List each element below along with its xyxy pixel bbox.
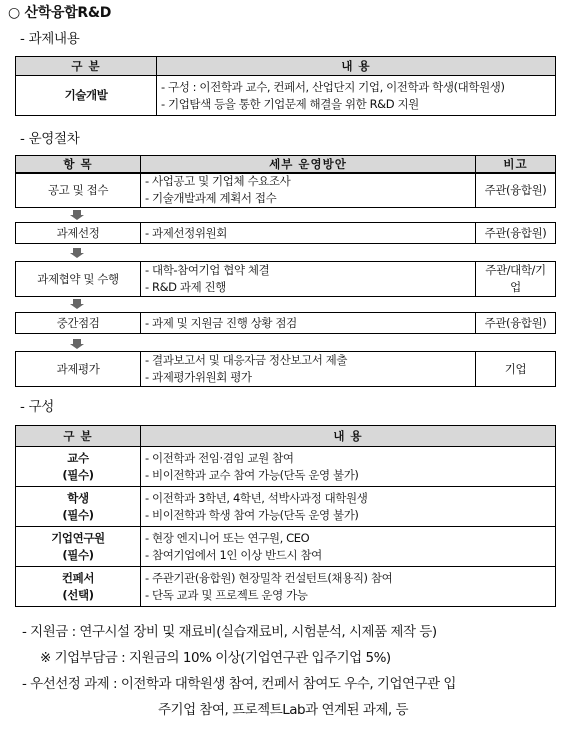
procedure-note: 주관(융합원) [476,223,556,244]
procedure-detail-line: - 과제 및 지원금 진행 상황 점검 [145,315,297,330]
document-title: ○ 산학융합R&D [8,5,112,21]
composition-role-requirement: (필수) [62,467,94,482]
task-category: 기술개발 [16,76,157,116]
composition-row [16,567,556,607]
procedure-row [15,351,556,387]
procedure-detail [141,313,476,334]
arrow-down-icon [70,299,84,309]
composition-line: - 비이전학과 교수 참여 가능(단독 운영 불가) [145,467,359,482]
composition-line: - 이전학과 전임·겸임 교원 참여 [145,450,294,465]
composition-line: - 현장 엔지니어 또는 연구원, CEO [145,530,310,545]
composition-role [16,527,141,567]
composition-role-requirement: (필수) [62,507,94,522]
composition-row [16,527,556,567]
procedure-row [15,222,556,244]
composition-content [141,447,556,487]
task-line: - 기업탐색 등을 통한 기업문제 해결을 위한 R&D 지원 [161,96,419,111]
composition-content [141,487,556,527]
procedure-item: 과제협약 및 수행 [16,262,141,297]
procedure-detail-line: - 결과보고서 및 대응자금 정산보고서 제출 [145,353,348,367]
procedure-detail [141,173,476,208]
composition-line: - 주관기관(융합원) 현장밀착 컨설턴트(채용직) 참여 [145,570,393,585]
procedure-note: 주관(융합원) [476,313,556,334]
procedure-item: 과제선정 [16,223,141,244]
procedure-row [15,312,556,334]
composition-content [141,527,556,567]
arrow-down-icon [70,248,84,258]
procedure-header-note: 비고 [476,156,556,174]
procedure-note: 주관/대학/기업 [476,262,556,297]
procedure-item: 과제평가 [16,352,141,387]
task-content [157,76,556,116]
composition-header-category: 구 분 [16,426,141,447]
composition-role-name: 기업연구원 [51,530,105,545]
task-header-content: 내 용 [157,57,556,76]
composition-table [15,425,556,607]
footer-note-priority-cont: 주기업 참여, 프로젝트Lab과 연계된 과제, 등 [158,702,409,718]
procedure-row [15,172,556,208]
procedure-note: 주관(융합원) [476,173,556,208]
composition-role [16,487,141,527]
procedure-header-item: 항 목 [16,156,141,174]
task-line: - 구성 : 이전학과 교수, 컨페서, 산업단지 기업, 이전학과 학생(대학원생) [161,79,505,94]
composition-row [16,447,556,487]
composition-role [16,447,141,487]
procedure-detail-line: - R&D 과제 진행 [145,280,226,294]
procedure-detail [141,223,476,244]
procedure-detail [141,352,476,387]
composition-role-requirement: (필수) [62,547,94,562]
section-heading-composition: - 구성 [20,399,55,415]
footer-note-priority: - 우선선정 과제 : 이전학과 대학원생 참여, 컨페서 참여도 우수, 기업연구관 입 [22,676,456,692]
arrow-down-icon [70,210,84,220]
section-heading-task: - 과제내용 [20,31,80,47]
procedure-detail-line: - 대학-참여기업 협약 체결 [145,263,270,277]
procedure-detail-line: - 기술개발과제 계획서 접수 [145,191,277,205]
composition-role-name: 교수 [67,450,89,465]
task-table [15,56,556,116]
composition-line: - 단독 교과 및 프로젝트 운영 가능 [145,587,308,602]
composition-line: - 참여기업에서 1인 이상 반드시 참여 [145,547,322,562]
composition-role-requirement: (선택) [62,587,94,602]
composition-line: - 비이전학과 학생 참여 가능(단독 운영 불가) [145,507,359,522]
footer-note-funding: - 지원금 : 연구시설 장비 및 재료비(실습재료비, 시험분석, 시제품 제작 등) [22,624,437,640]
procedure-note: 기업 [476,352,556,387]
composition-header-content: 내 용 [141,426,556,447]
procedure-detail-line: - 사업공고 및 기업체 수요조사 [145,174,291,188]
composition-role-name: 학생 [67,490,89,505]
footer-note-company-share: ※ 기업부담금 : 지원금의 10% 이상(기업연구관 입주기업 5%) [40,650,391,666]
procedure-detail-line: - 과제선정위원회 [145,225,227,240]
task-header-category: 구 분 [16,57,157,76]
procedure-item: 공고 및 접수 [16,173,141,208]
procedure-row [15,261,556,297]
composition-role [16,567,141,607]
procedure-header-detail: 세부 운영방안 [141,156,476,174]
section-heading-procedure: - 운영절차 [20,131,80,147]
composition-row [16,487,556,527]
procedure-detail-line: - 과제평가위원회 평가 [145,370,252,384]
composition-line: - 이전학과 3학년, 4학년, 석박사과정 대학원생 [145,490,368,505]
composition-role-name: 컨페서 [61,570,95,585]
arrow-down-icon [70,339,84,349]
procedure-item: 중간점검 [16,313,141,334]
procedure-detail [141,262,476,297]
composition-content [141,567,556,607]
